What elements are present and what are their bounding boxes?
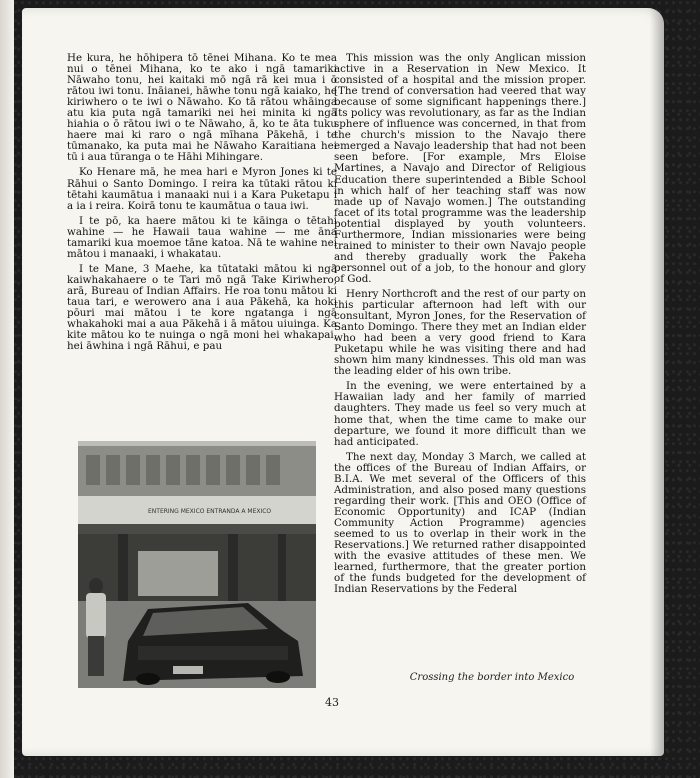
paragraph: I te Mane, 3 Maehe, ka tūtataki mātou ki ngā kaiwhakahaere o te Tari mō ngā Take Kiriwhero, arā, Bureau of Indian Affairs. He roa tonu mātou ki taua tari, e werowero ana i aua Pākehā, ka hoki pōuri mai mātou i te kore ngatanga i ngā whakahoki mai a aua Pākehā i ā mātou uiuinga. Ka kite mātou ko te nuinga o ngā moni hei whakapai, hei āwhina i ngā Rāhui, e pau <box>67 262 337 353</box>
book-page <box>22 8 664 756</box>
canopy-sign: ENTERING MEXICO ENTRANDA A MEXICO <box>148 508 272 515</box>
paragraph: He kura, he hōhipera tō tēnei Mihana. Ko te mea nui o tēnei Mihana, ko te ako i ngā tamariki Nāwaho tonu, hei kaitaki mō ngā rā kei mua i ō rātou iwi tonu. Ināianei, hāwhe tonu ngā kaiako, he kiriwhero o te iwi o Nāwaho. Ko tā rātou whāinga atu kia puta ngā tamariki nei hei minita ki ngā hiahia o ō rātou iwi o te Nāwaho, ā, ko te āta tuku haere mai ki raro o ngā mīhana Pākehā, i te tūmanako, ka puta mai he Nāwaho Karaitiana hei tū i aua tūranga o te Hāhi Mihingare. <box>67 52 337 164</box>
page-shadow <box>650 8 664 756</box>
paragraph: Henry Northcroft and the rest of our party on this particular afternoon had left with our consultant, Myron Jones, for the Reservation of Santo Domingo. There they met an Indian elder who had been a very good friend to Kara Puketapu while he was visiting there and had shown him many kindnesses. This old man was the leading elder of his own tribe. <box>334 287 586 378</box>
paragraph: I te pō, ka haere mātou ki te kāinga o tētahi wahine — he Hawaii taua wahine — me āna tamariki kua moemoe tāne katoa. Nā te wahine nei mātou i manaaki, i whakatau. <box>67 214 337 260</box>
maori-text-column <box>67 53 337 356</box>
border-crossing-photo <box>78 441 316 688</box>
photo-caption: Crossing the border into Mexico <box>409 672 575 683</box>
page-number: 43 <box>325 696 339 709</box>
paragraph: This mission was the only Anglican mission active in a Reservation in New Mexico. It consisted of a hospital and the mission proper. [The trend of conversation had veered that way because of some significant happenings there.] Its policy was revolutionary, as far as the Indian sphere of influence was concerned, in that from the church's mission to the Navajo there emerged a Navajo leadership that had not been seen before. [For example, Mrs Eloise Martines, a Navajo and Director of Religious Education there superintended a Bible School in which half of her teaching staff was now made up of Navajo women.] The outstanding facet of its total programme was the leadership potential displayed by youth volunteers. Furthermore, Indian missionaries were being trained to minister to their own Navajo people and thereby gradually work the Pakeha personnel out of a job, to the honour and glory of God. <box>334 52 586 285</box>
english-text-column <box>334 53 586 599</box>
paragraph: In the evening, we were entertained by a Hawaiian lady and her family of married daughters. They made us feel so very much at home that, when the time came to make our departure, we found it more difficult than we had anticipated. <box>334 380 586 448</box>
paragraph: Ko Henare mā, he mea hari e Myron Jones ki te Rāhui o Santo Domingo. I reira ka tūtaki rātou ki tētahi kaumātua i manaaki nui i a Kara Puketapu i a ia i reira. Koirā tonu te kaumātua o taua iwi. <box>67 166 337 212</box>
paragraph: The next day, Monday 3 March, we called at the offices of the Bureau of Indian Affairs, or B.I.A. We met several of the Officers of this Administration, and also posed many questions regarding their work. [This and OEO (Office of Economic Opportunity) and ICAP (Indian Community Action Programme) agencies seemed to us to overlap in their work in the Reservations.] We returned rather disappointed with the evasive attitudes of these men. We learned, furthermore, that the greater portion of the funds budgeted for the development of Indian Reservations by the Federal <box>334 450 586 596</box>
facing-page-edge <box>0 0 14 778</box>
